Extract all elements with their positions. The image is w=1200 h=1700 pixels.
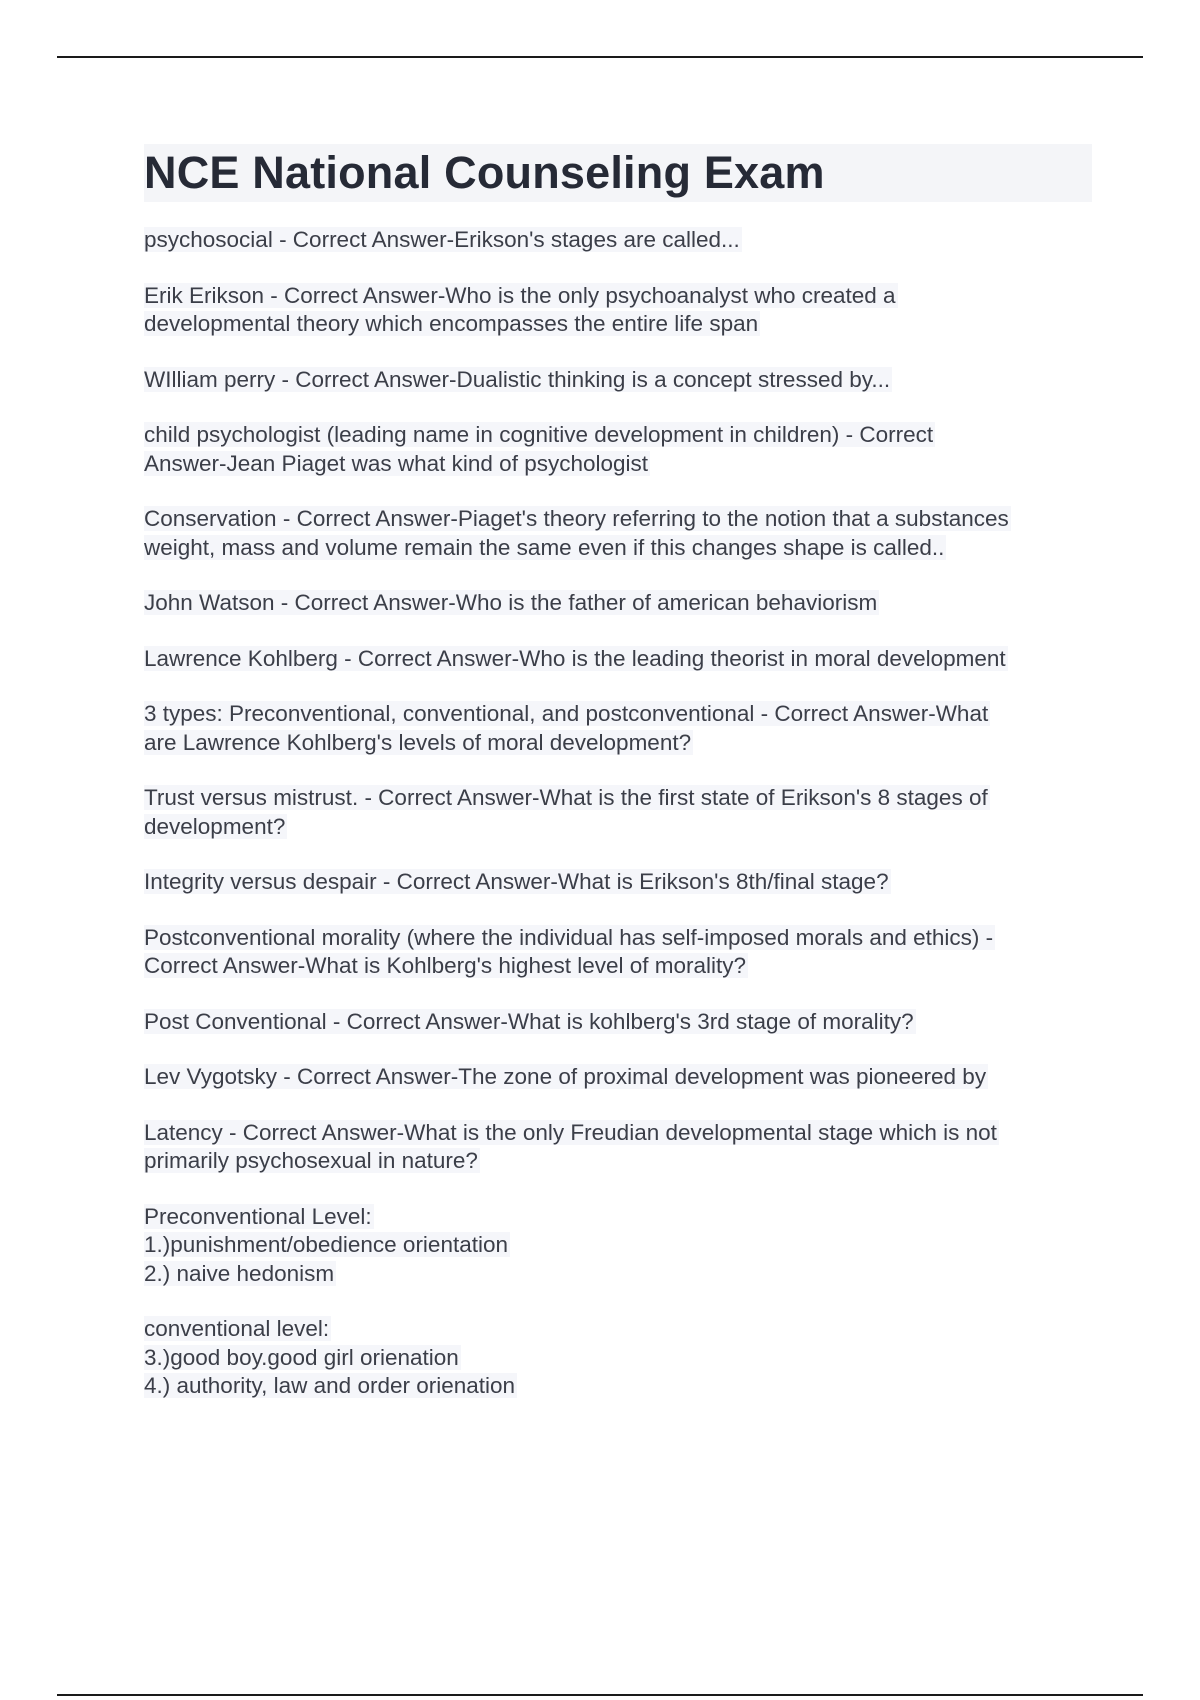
qa-item-line bbox=[144, 450, 1092, 479]
level-block-line bbox=[144, 1203, 1092, 1232]
qa-item-line bbox=[144, 729, 1092, 758]
level-list bbox=[144, 1203, 1092, 1401]
qa-item-text: Integrity versus despair - Correct Answer-What is Erikson's 8th/final stage? bbox=[144, 869, 889, 894]
qa-item bbox=[144, 505, 1092, 562]
qa-item bbox=[144, 1119, 1092, 1176]
qa-item-text: psychosocial - Correct Answer-Erikson's stages are called... bbox=[144, 227, 740, 252]
title-band bbox=[144, 144, 1092, 202]
qa-item-line bbox=[144, 534, 1092, 563]
document-content bbox=[144, 144, 1092, 1428]
qa-item-line bbox=[144, 645, 1092, 674]
page-title: NCE National Counseling Exam bbox=[144, 147, 825, 198]
qa-item-text: are Lawrence Kohlberg's levels of moral development? bbox=[144, 729, 692, 755]
level-block-line bbox=[144, 1315, 1092, 1344]
qa-item bbox=[144, 1008, 1092, 1037]
qa-item bbox=[144, 421, 1092, 478]
qa-item-line bbox=[144, 813, 1092, 842]
qa-item-text: WIlliam perry - Correct Answer-Dualistic thinking is a concept stressed by... bbox=[144, 366, 891, 392]
level-block bbox=[144, 1315, 1092, 1401]
level-block-text: Preconventional Level: bbox=[144, 1203, 372, 1229]
level-block bbox=[144, 1203, 1092, 1289]
qa-item-text: primarily psychosexual in nature? bbox=[144, 1148, 478, 1173]
level-block-line bbox=[144, 1231, 1092, 1260]
level-block-text: 3.)good boy.good girl orienation bbox=[144, 1344, 459, 1370]
qa-item-line bbox=[144, 784, 1092, 813]
bottom-rule bbox=[57, 1694, 1143, 1696]
qa-item-line bbox=[144, 226, 1092, 255]
qa-item-line bbox=[144, 421, 1092, 450]
qa-item-line bbox=[144, 589, 1092, 618]
qa-item bbox=[144, 868, 1092, 897]
qa-item bbox=[144, 924, 1092, 981]
level-block-text: 1.)punishment/obedience orientation bbox=[144, 1232, 508, 1257]
level-block-text: conventional level: bbox=[144, 1316, 330, 1341]
qa-item-text: Lawrence Kohlberg - Correct Answer-Who is the leading theorist in moral development bbox=[144, 645, 1006, 671]
qa-item-line bbox=[144, 282, 1092, 311]
top-rule bbox=[57, 56, 1143, 58]
qa-item bbox=[144, 645, 1092, 674]
qa-item-text: development? bbox=[144, 813, 286, 839]
qa-item bbox=[144, 282, 1092, 339]
qa-item bbox=[144, 700, 1092, 757]
qa-item-line bbox=[144, 952, 1092, 981]
qa-item-text: child psychologist (leading name in cognitive development in children) - Correct bbox=[144, 422, 934, 447]
qa-item-text: Trust versus mistrust. - Correct Answer-What is the first state of Erikson's 8 stages of bbox=[144, 785, 988, 810]
level-block-text: 4.) authority, law and order orienation bbox=[144, 1373, 516, 1398]
qa-item-line bbox=[144, 924, 1092, 953]
qa-item-line bbox=[144, 1008, 1092, 1037]
qa-item-line bbox=[144, 1147, 1092, 1176]
qa-item-text: John Watson - Correct Answer-Who is the father of american behaviorism bbox=[144, 590, 878, 615]
qa-item-text: Conservation - Correct Answer-Piaget's theory referring to the notion that a substances bbox=[144, 506, 1009, 531]
qa-item-line bbox=[144, 700, 1092, 729]
qa-item bbox=[144, 1063, 1092, 1092]
qa-item-line bbox=[144, 366, 1092, 395]
qa-item-text: developmental theory which encompasses the entire life span bbox=[144, 311, 759, 336]
qa-item-line bbox=[144, 1063, 1092, 1092]
qa-item-text: Post Conventional - Correct Answer-What is kohlberg's 3rd stage of morality? bbox=[144, 1008, 914, 1034]
qa-item bbox=[144, 589, 1092, 618]
level-block-text: 2.) naive hedonism bbox=[144, 1260, 335, 1286]
qa-item-text: Answer-Jean Piaget was what kind of psychologist bbox=[144, 450, 649, 476]
qa-item-line bbox=[144, 868, 1092, 897]
qa-item-text: Erik Erikson - Correct Answer-Who is the only psychoanalyst who created a bbox=[144, 282, 896, 308]
qa-item-text: Postconventional morality (where the individual has self-imposed morals and ethics) - bbox=[144, 924, 994, 950]
qa-item-text: Correct Answer-What is Kohlberg's highest level of morality? bbox=[144, 953, 747, 978]
qa-item bbox=[144, 226, 1092, 255]
level-block-line bbox=[144, 1344, 1092, 1373]
level-block-line bbox=[144, 1260, 1092, 1289]
qa-item bbox=[144, 784, 1092, 841]
qa-item bbox=[144, 366, 1092, 395]
qa-item-line bbox=[144, 1119, 1092, 1148]
qa-item-text: Lev Vygotsky - Correct Answer-The zone of proximal development was pioneered by bbox=[144, 1064, 987, 1089]
qa-item-text: 3 types: Preconventional, conventional, and postconventional - Correct Answer-What bbox=[144, 701, 989, 726]
qa-item-text: weight, mass and volume remain the same even if this changes shape is called.. bbox=[144, 534, 945, 560]
qa-item-line bbox=[144, 505, 1092, 534]
qa-item-text: Latency - Correct Answer-What is the only Freudian developmental stage which is not bbox=[144, 1119, 997, 1145]
qa-item-line bbox=[144, 310, 1092, 339]
level-block-line bbox=[144, 1372, 1092, 1401]
qa-list bbox=[144, 226, 1092, 1176]
